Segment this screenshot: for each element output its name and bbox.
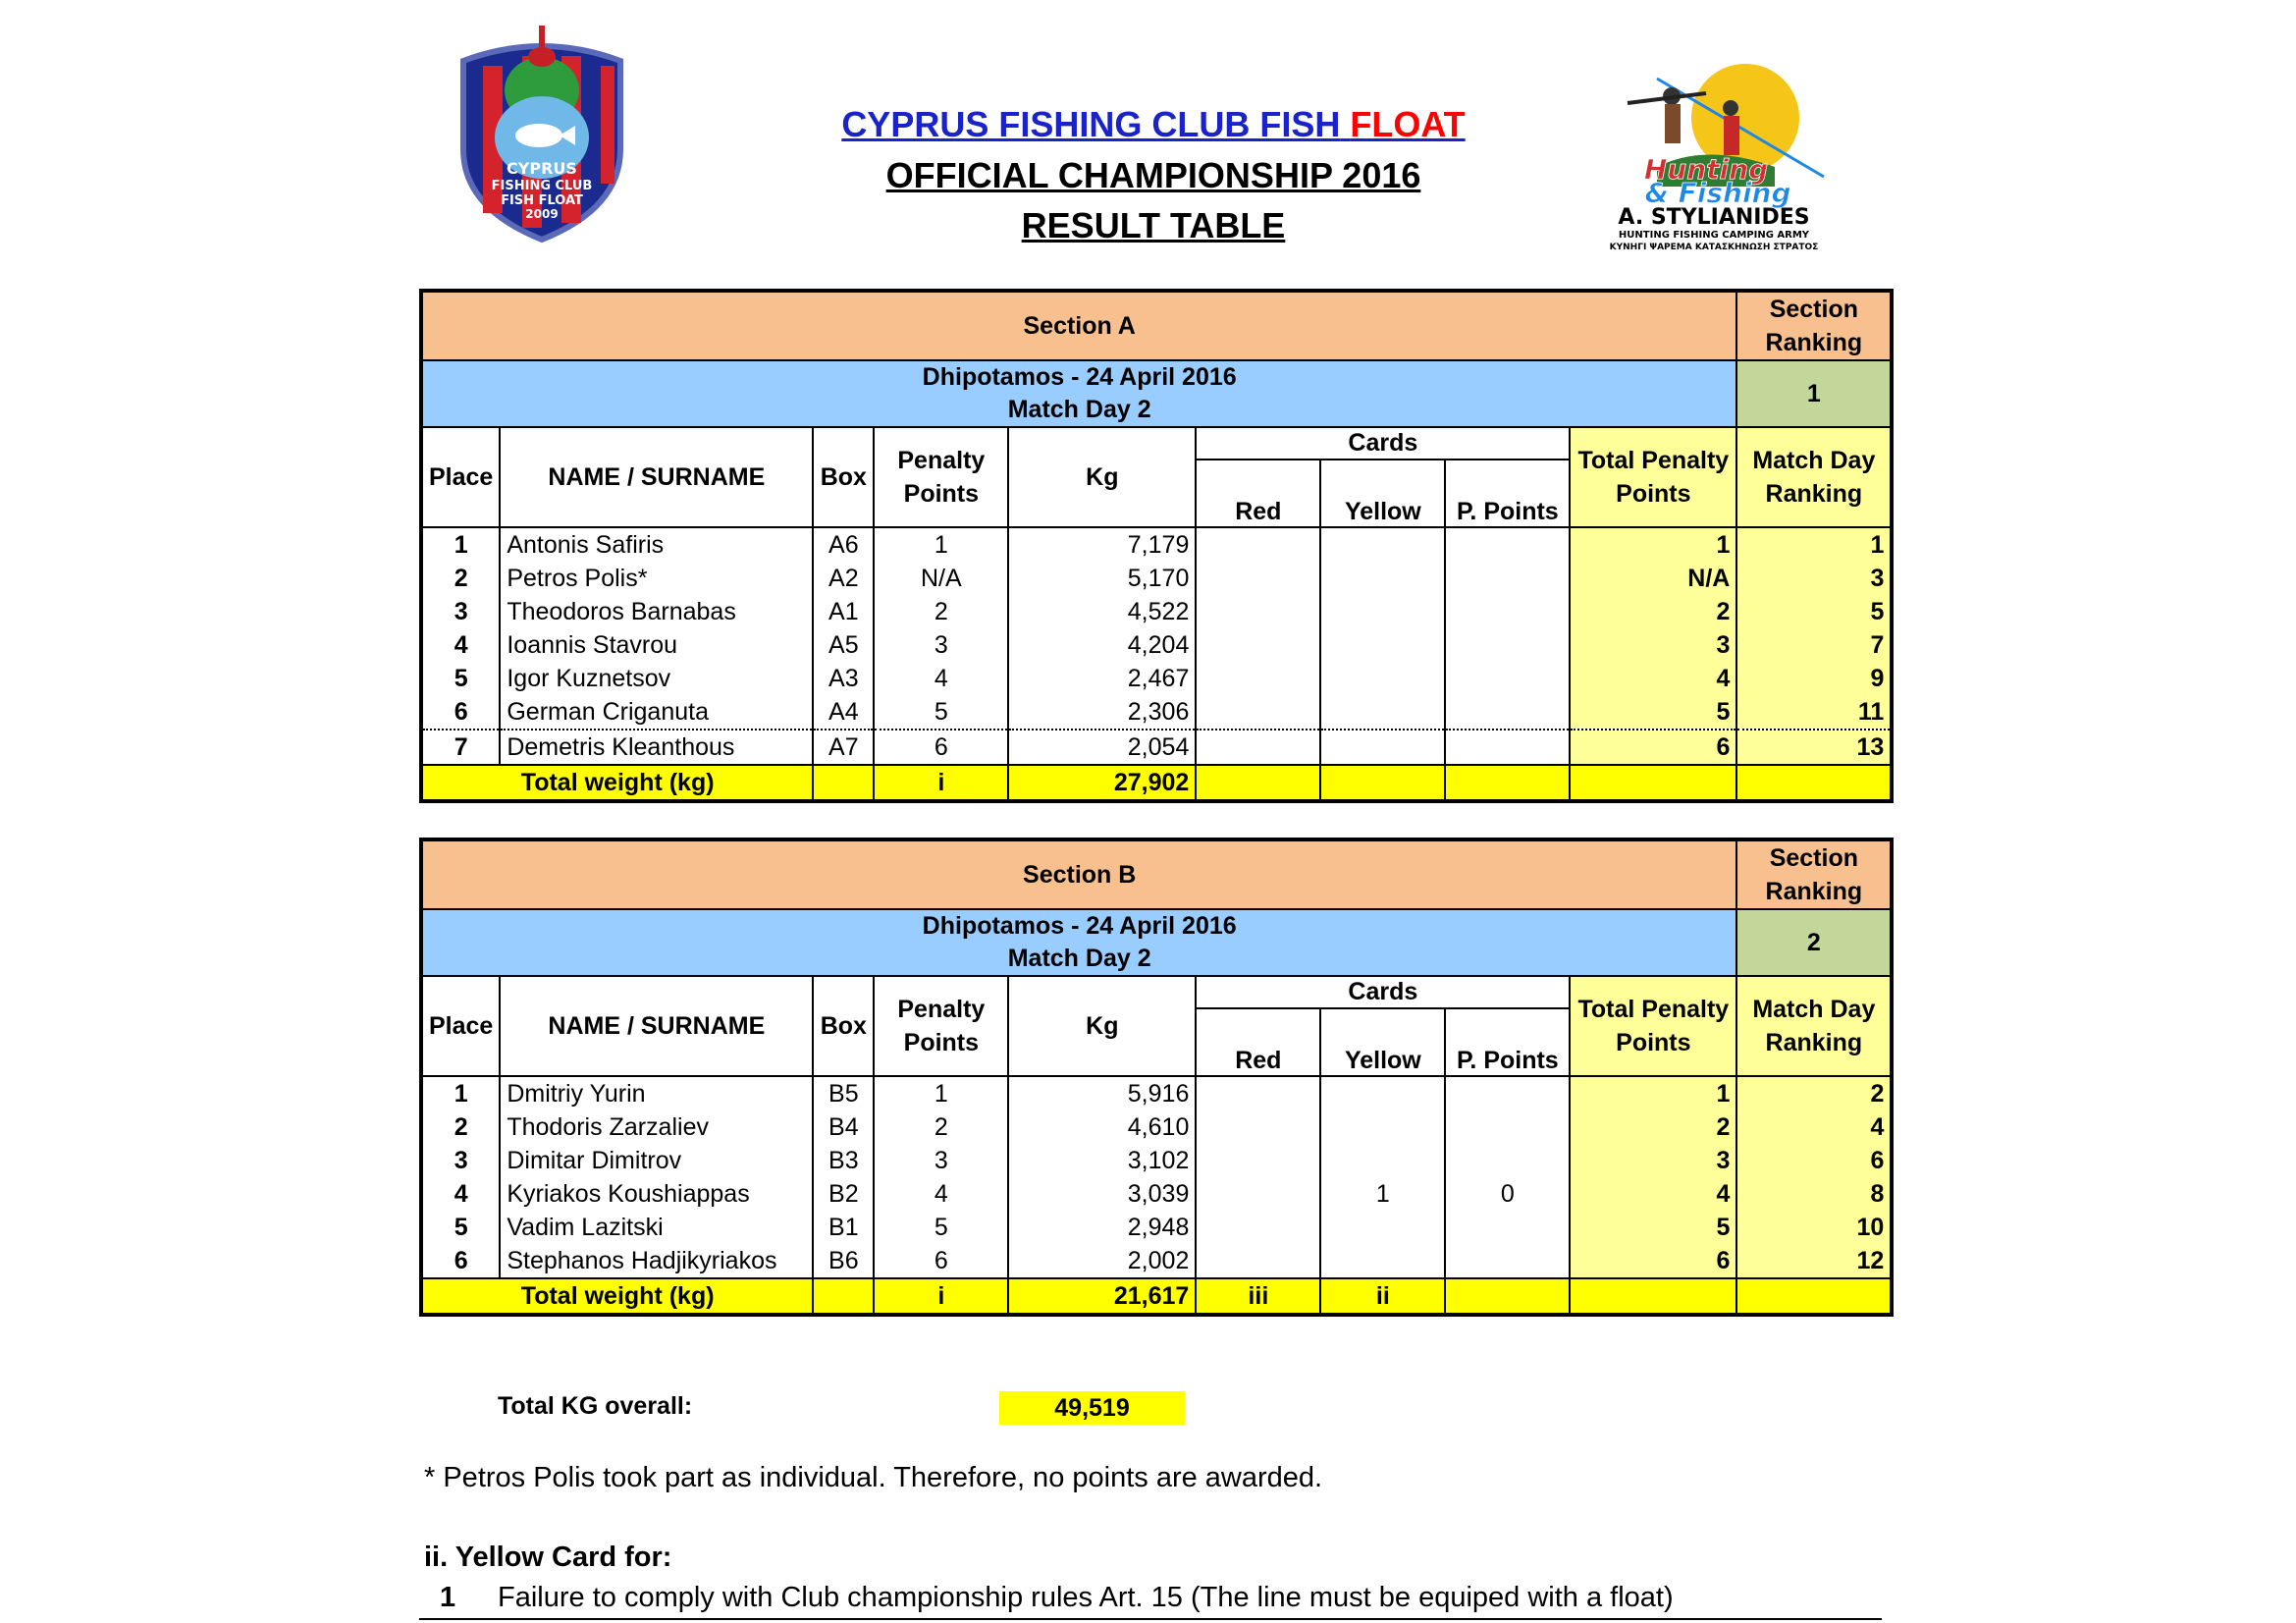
section-ranking-value: 1 [1736,360,1892,427]
cell-name: German Criganuta [500,695,813,730]
cell-box: B2 [813,1177,874,1211]
cell-match-day-ranking: 8 [1736,1177,1892,1211]
col-red: Red [1196,1008,1320,1076]
cell-place: 5 [421,1211,500,1244]
cell-match-day-ranking: 10 [1736,1211,1892,1244]
cell-total-penalty: 3 [1570,628,1736,662]
cell-match-day-ranking: 13 [1736,730,1892,765]
cell-place: 2 [421,562,500,595]
col-red: Red [1196,460,1320,527]
cell-yellow [1320,628,1445,662]
table-row [421,1211,1892,1244]
table-row [421,730,1892,765]
cell-yellow [1320,730,1445,765]
cell-yellow [1320,1144,1445,1177]
sponsor-brand-1: Hunting [1643,153,1769,186]
sponsor-line-1: HUNTING FISHING CAMPING ARMY [1618,230,1810,241]
cell-place: 1 [421,527,500,562]
total-row [421,765,1892,801]
total-red: iii [1196,1278,1320,1315]
cell-ppoints [1445,628,1570,662]
yellow-card-item-number: 1 [440,1582,456,1613]
col-place: Place [421,976,500,1076]
footnote: * Petros Polis took part as individual. Therefore, no points are awarded. [424,1462,1323,1493]
total-penalty: i [874,1278,1008,1315]
cell-name: Dmitriy Yurin [500,1076,813,1110]
col-ppoints: P. Points [1445,1008,1570,1076]
table-row [421,1177,1892,1211]
cell-box: B4 [813,1110,874,1144]
cell-name: Kyriakos Koushiappas [500,1177,813,1211]
cell-total-penalty: 1 [1570,1076,1736,1110]
cell-yellow [1320,1110,1445,1144]
cell-yellow [1320,595,1445,628]
cell-yellow [1320,1211,1445,1244]
cell-total-penalty: 6 [1570,1244,1736,1278]
yellow-card-item-text: Failure to comply with Club championship rules Art. 15 (The line must be equiped with a float) [498,1582,1674,1613]
cell-kg: 4,204 [1008,628,1196,662]
table-row [421,1076,1892,1110]
total-kg: 27,902 [1008,765,1196,801]
cell-yellow [1320,695,1445,730]
col-penalty: Penalty Points [874,427,1008,527]
cell-ppoints [1445,595,1570,628]
cell-penalty: N/A [874,562,1008,595]
cell-total-penalty: 5 [1570,1211,1736,1244]
cell-red [1196,662,1320,695]
cell-name: Petros Polis* [500,562,813,595]
club-logo-line: FISHING CLUB [491,179,593,193]
cell-place: 7 [421,730,500,765]
col-match-day-ranking: Match Day Ranking [1736,427,1892,527]
table-row [421,628,1892,662]
cell-red [1196,628,1320,662]
cell-name: Ioannis Stavrou [500,628,813,662]
total-ppoints [1445,1278,1570,1315]
title-blue: CYPRUS FISHING CLUB FISH [841,104,1341,144]
section-b-table [419,838,1894,1317]
total-box [813,765,874,801]
cell-kg: 2,467 [1008,662,1196,695]
section-title: Section B [421,839,1736,909]
cell-red [1196,1144,1320,1177]
cell-place: 2 [421,1110,500,1144]
cell-name: Thodoris Zarzaliev [500,1110,813,1144]
col-yellow: Yellow [1320,1008,1445,1076]
cell-kg: 2,002 [1008,1244,1196,1278]
overall-label: Total KG overall: [498,1392,693,1420]
sponsor-name: A. STYLIANIDES [1618,205,1810,230]
total-box [813,1278,874,1315]
col-total-penalty: Total Penalty Points [1570,427,1736,527]
cell-kg: 5,916 [1008,1076,1196,1110]
cell-penalty: 5 [874,1211,1008,1244]
cell-ppoints [1445,1211,1570,1244]
cell-box: B1 [813,1211,874,1244]
sponsor-line-2: ΚΥΝΗΓΙ ΨΑΡΕΜΑ ΚΑΤΑΣΚΗΝΩΣΗ ΣΤΡΑΤΟΣ [1609,243,1819,252]
col-box: Box [813,427,874,527]
cell-total-penalty: 4 [1570,662,1736,695]
cell-name: Vadim Lazitski [500,1211,813,1244]
total-ranking [1736,765,1892,801]
bottom-rule [419,1618,1882,1620]
cell-red [1196,1177,1320,1211]
cell-yellow [1320,562,1445,595]
cell-yellow [1320,527,1445,562]
cell-penalty: 6 [874,1244,1008,1278]
cell-match-day-ranking: 1 [1736,527,1892,562]
total-ranking [1736,1278,1892,1315]
table-row [421,1144,1892,1177]
sponsor-brand-2: & Fishing [1644,177,1791,209]
cell-penalty: 4 [874,1177,1008,1211]
cell-match-day-ranking: 6 [1736,1144,1892,1177]
match-location: Dhipotamos - 24 April 2016 [922,363,1237,391]
section-ranking-label: Section Ranking [1736,291,1892,360]
cell-penalty: 2 [874,1110,1008,1144]
cell-box: B3 [813,1144,874,1177]
cell-box: A5 [813,628,874,662]
cell-total-penalty: 5 [1570,695,1736,730]
match-location: Dhipotamos - 24 April 2016 [922,912,1237,940]
cell-total-penalty: N/A [1570,562,1736,595]
section-location-cell [421,360,1736,427]
cell-penalty: 3 [874,1144,1008,1177]
cell-box: B6 [813,1244,874,1278]
cell-place: 4 [421,1177,500,1211]
cell-name: Dimitar Dimitrov [500,1144,813,1177]
club-logo-line: CYPRUS [507,159,577,178]
cell-match-day-ranking: 5 [1736,595,1892,628]
cell-red [1196,1244,1320,1278]
cell-yellow [1320,1076,1445,1110]
cell-match-day-ranking: 2 [1736,1076,1892,1110]
cell-total-penalty: 3 [1570,1144,1736,1177]
total-row [421,1278,1892,1315]
total-ppoints [1445,765,1570,801]
match-day: Match Day 2 [1007,396,1151,423]
total-kg: 21,617 [1008,1278,1196,1315]
total-total-penalty [1570,765,1736,801]
cell-red [1196,595,1320,628]
section-title: Section A [421,291,1736,360]
cell-red [1196,1211,1320,1244]
table-row [421,1110,1892,1144]
col-cards: Cards [1196,976,1570,1008]
col-ppoints: P. Points [1445,460,1570,527]
col-total-penalty: Total Penalty Points [1570,976,1736,1076]
cell-red [1196,1110,1320,1144]
cell-red [1196,730,1320,765]
cell-total-penalty: 2 [1570,1110,1736,1144]
table-row [421,1244,1892,1278]
cell-red [1196,527,1320,562]
club-logo-line: FISH FLOAT [501,193,583,208]
cell-box: A3 [813,662,874,695]
cell-yellow: 1 [1320,1177,1445,1211]
match-day: Match Day 2 [1007,945,1151,972]
cell-name: Demetris Kleanthous [500,730,813,765]
club-logo-line: 2009 [525,207,559,221]
cell-ppoints [1445,730,1570,765]
cell-ppoints [1445,562,1570,595]
cell-box: B5 [813,1076,874,1110]
col-name: NAME / SURNAME [500,427,813,527]
cell-match-day-ranking: 11 [1736,695,1892,730]
total-total-penalty [1570,1278,1736,1315]
cell-kg: 3,039 [1008,1177,1196,1211]
table-row [421,595,1892,628]
page-subtitle-2: RESULT TABLE [1021,205,1286,245]
cell-name: Stephanos Hadjikyriakos [500,1244,813,1278]
cell-kg: 2,054 [1008,730,1196,765]
cell-name: Antonis Safiris [500,527,813,562]
section-location-cell [421,909,1736,976]
cell-name: Igor Kuznetsov [500,662,813,695]
cell-penalty: 3 [874,628,1008,662]
cell-kg: 7,179 [1008,527,1196,562]
cell-match-day-ranking: 3 [1736,562,1892,595]
cell-box: A4 [813,695,874,730]
cell-box: A6 [813,527,874,562]
cell-total-penalty: 1 [1570,527,1736,562]
cell-place: 6 [421,695,500,730]
total-label: Total weight (kg) [421,765,813,801]
cell-kg: 5,170 [1008,562,1196,595]
cell-yellow [1320,1244,1445,1278]
col-match-day-ranking: Match Day Ranking [1736,976,1892,1076]
cell-ppoints [1445,662,1570,695]
cell-name: Theodoros Barnabas [500,595,813,628]
total-yellow: ii [1320,1278,1445,1315]
table-row [421,562,1892,595]
cell-ppoints [1445,1244,1570,1278]
cell-penalty: 2 [874,595,1008,628]
cell-kg: 4,610 [1008,1110,1196,1144]
title-red: FLOAT [1350,104,1466,144]
section-a-table [419,289,1894,803]
cell-ppoints [1445,1144,1570,1177]
table-row [421,662,1892,695]
cell-yellow [1320,662,1445,695]
cell-penalty: 4 [874,662,1008,695]
cell-total-penalty: 6 [1570,730,1736,765]
table-row [421,527,1892,562]
total-yellow [1320,765,1445,801]
total-label: Total weight (kg) [421,1278,813,1315]
cell-box: A2 [813,562,874,595]
overall-value: 49,519 [999,1391,1185,1425]
cell-penalty: 6 [874,730,1008,765]
col-penalty: Penalty Points [874,976,1008,1076]
cell-kg: 2,948 [1008,1211,1196,1244]
total-penalty: i [874,765,1008,801]
cell-total-penalty: 4 [1570,1177,1736,1211]
cell-kg: 3,102 [1008,1144,1196,1177]
col-yellow: Yellow [1320,460,1445,527]
cell-place: 1 [421,1076,500,1110]
section-ranking-value: 2 [1736,909,1892,976]
sponsor-logo [1598,49,1853,255]
cell-match-day-ranking: 4 [1736,1110,1892,1144]
cell-place: 6 [421,1244,500,1278]
cell-ppoints: 0 [1445,1177,1570,1211]
cell-match-day-ranking: 7 [1736,628,1892,662]
yellow-card-title: ii. Yellow Card for: [424,1542,672,1573]
cell-kg: 4,522 [1008,595,1196,628]
cell-place: 4 [421,628,500,662]
col-kg: Kg [1008,427,1196,527]
cell-box: A7 [813,730,874,765]
cell-penalty: 1 [874,527,1008,562]
col-cards: Cards [1196,427,1570,460]
col-box: Box [813,976,874,1076]
cell-ppoints [1445,1076,1570,1110]
club-logo [444,22,640,243]
cell-total-penalty: 2 [1570,595,1736,628]
cell-match-day-ranking: 9 [1736,662,1892,695]
col-place: Place [421,427,500,527]
cell-penalty: 5 [874,695,1008,730]
cell-red [1196,1076,1320,1110]
section-ranking-label: Section Ranking [1736,839,1892,909]
col-name: NAME / SURNAME [500,976,813,1076]
cell-ppoints [1445,527,1570,562]
cell-red [1196,562,1320,595]
cell-kg: 2,306 [1008,695,1196,730]
page-title [766,104,1541,145]
cell-place: 5 [421,662,500,695]
cell-place: 3 [421,595,500,628]
cell-box: A1 [813,595,874,628]
cell-ppoints [1445,695,1570,730]
cell-red [1196,695,1320,730]
page-subtitle: OFFICIAL CHAMPIONSHIP 2016 [885,155,1421,195]
cell-ppoints [1445,1110,1570,1144]
table-row [421,695,1892,730]
total-red [1196,765,1320,801]
cell-place: 3 [421,1144,500,1177]
cell-penalty: 1 [874,1076,1008,1110]
cell-match-day-ranking: 12 [1736,1244,1892,1278]
col-kg: Kg [1008,976,1196,1076]
